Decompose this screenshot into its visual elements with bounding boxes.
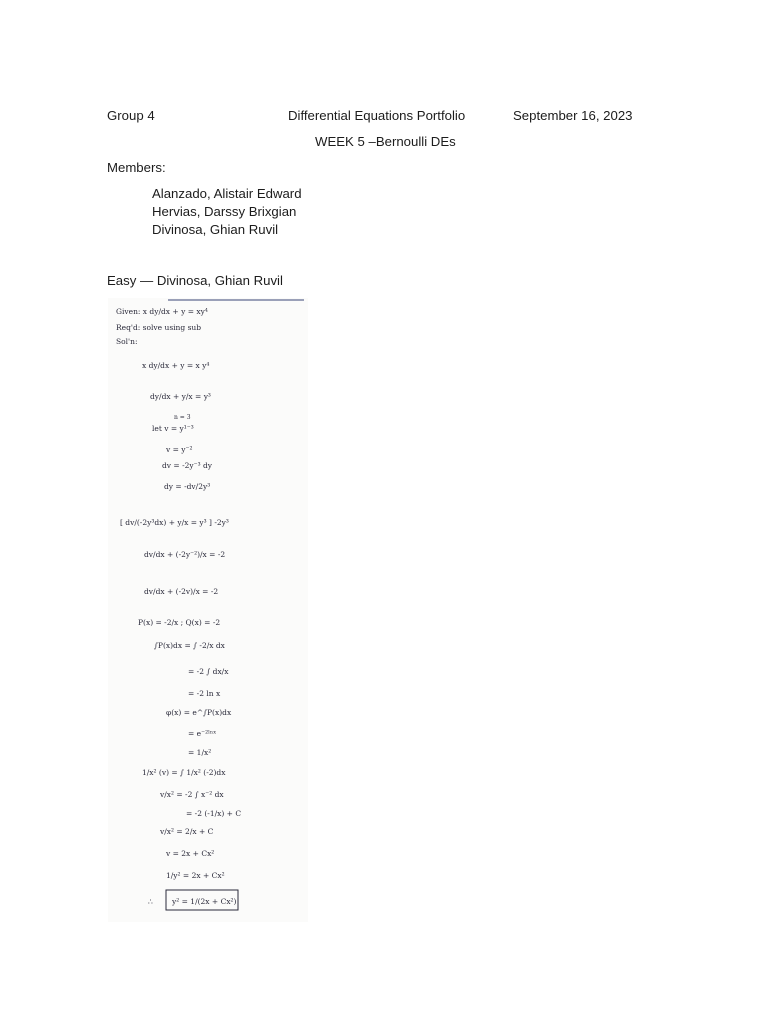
svg-text:φ(x) = e^∫P(x)dx: φ(x) = e^∫P(x)dx (166, 708, 232, 717)
svg-text:v = y⁻²: v = y⁻² (166, 445, 193, 454)
svg-text:Req'd: solve using sub: Req'd: solve using sub (116, 323, 202, 332)
member-name: Hervias, Darssy Brixgian (152, 204, 297, 219)
svg-text:= e⁻²ˡⁿˣ: = e⁻²ˡⁿˣ (188, 729, 217, 738)
svg-text:= -2 (-1/x) + C: = -2 (-1/x) + C (186, 809, 242, 818)
svg-text:dy/dx + y/x = y³: dy/dx + y/x = y³ (150, 392, 211, 401)
handwritten-solution-image (108, 298, 308, 922)
svg-text:Given: x dy/dx + y = xy⁴: Given: x dy/dx + y = xy⁴ (116, 307, 208, 316)
svg-text:v/x² = 2/x + C: v/x² = 2/x + C (160, 827, 214, 836)
member-name: Divinosa, Ghian Ruvil (152, 222, 279, 237)
svg-text:= -2 ln x: = -2 ln x (188, 689, 221, 698)
section-title: Easy — Divinosa, Ghian Ruvil (107, 273, 283, 288)
svg-text:∫P(x)dx = ∫ -2/x dx: ∫P(x)dx = ∫ -2/x dx (154, 641, 225, 650)
svg-text:dv/dx + (-2y⁻²)/x = -2: dv/dx + (-2y⁻²)/x = -2 (144, 550, 226, 559)
svg-text:Sol'n:: Sol'n: (116, 337, 138, 346)
svg-text:1/x² (v) = ∫ 1/x² (-2)dx: 1/x² (v) = ∫ 1/x² (-2)dx (142, 768, 226, 777)
week-title: WEEK 5 –Bernoulli DEs (315, 134, 456, 149)
svg-text:x dy/dx + y = x y⁴: x dy/dx + y = x y⁴ (142, 361, 210, 370)
svg-text:dv = -2y⁻³ dy: dv = -2y⁻³ dy (162, 461, 213, 470)
svg-text:n = 3: n = 3 (174, 414, 191, 421)
svg-text:= -2 ∫ dx/x: = -2 ∫ dx/x (188, 667, 229, 676)
handwriting (116, 307, 241, 906)
svg-text:P(x) = -2/x ; Q(x) = -2: P(x) = -2/x ; Q(x) = -2 (138, 618, 221, 627)
svg-text:dy = -dv/2y³: dy = -dv/2y³ (164, 482, 211, 491)
date-label: September 16, 2023 (513, 108, 633, 123)
svg-text:∴: ∴ (148, 897, 153, 906)
group-label: Group 4 (107, 108, 155, 123)
handwritten-solution-drawing (108, 298, 308, 922)
svg-text:[ dv/(-2y³dx) + y/x = y³ ] -2: [ dv/(-2y³dx) + y/x = y³ ] -2y³ (120, 518, 229, 527)
svg-text:v = 2x + Cx²: v = 2x + Cx² (166, 849, 215, 858)
svg-text:let v = y¹⁻³: let v = y¹⁻³ (152, 424, 194, 433)
svg-text:y² = 1/(2x + Cx²): y² = 1/(2x + Cx²) (172, 897, 237, 906)
svg-text:= 1/x²: = 1/x² (188, 748, 212, 757)
svg-text:1/y² = 2x + Cx²: 1/y² = 2x + Cx² (166, 871, 225, 880)
course-title: Differential Equations Portfolio (288, 108, 466, 123)
member-name: Alanzado, Alistair Edward (152, 186, 302, 201)
svg-text:v/x² = -2 ∫ x⁻² dx: v/x² = -2 ∫ x⁻² dx (160, 790, 224, 799)
members-label: Members: (107, 160, 166, 175)
svg-text:dv/dx + (-2v)/x = -2: dv/dx + (-2v)/x = -2 (144, 587, 219, 596)
